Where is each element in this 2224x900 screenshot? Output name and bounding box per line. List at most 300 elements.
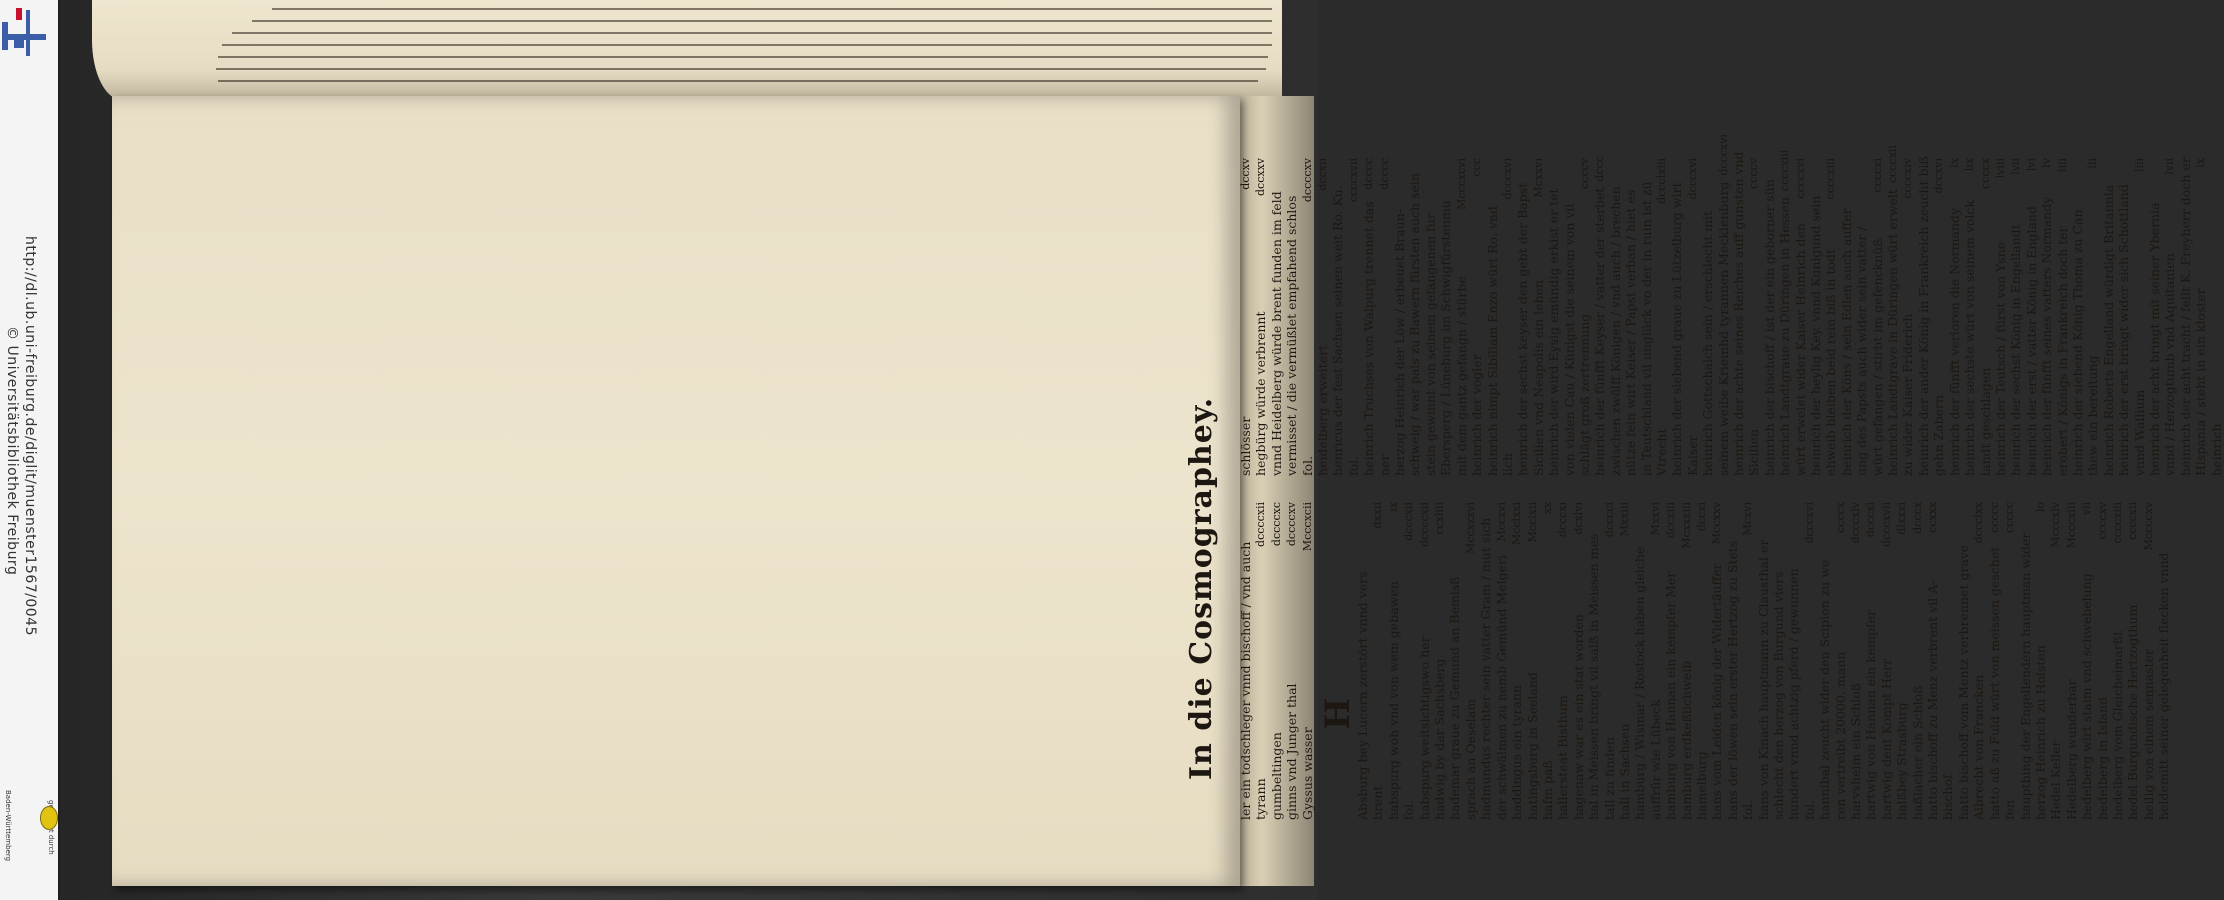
index-entry-text: hans von Kinach hauptmann zu Clausthal er xyxy=(1755,539,1771,820)
index-entry-text: lich xyxy=(1499,452,1515,476)
index-entry-folio: ccccxi xyxy=(1870,158,1884,193)
index-entry-folio: dccxi xyxy=(1694,502,1708,532)
index-entry-text: heinrich der siebend König Thoma zu Can xyxy=(2069,209,2085,476)
index-entry-folio: ccccxii xyxy=(2126,502,2140,540)
index-entry xyxy=(2156,502,2171,820)
index-entry xyxy=(1793,158,1808,476)
index-entry-folio: liii xyxy=(2055,158,2069,173)
index-entry-text: hatto bischoff vom Mentz verbrennet grave xyxy=(1955,544,1971,820)
index-entry xyxy=(1253,158,1268,476)
index-entry xyxy=(1916,158,1931,476)
permalink-url[interactable]: http://dl.ub.uni-freiburg.de/diglit/muenster1567/0045 xyxy=(22,236,38,636)
index-entry-text: hall in Sachsen xyxy=(1616,723,1632,820)
index-entry-folio: dcxlvi xyxy=(1571,502,1585,535)
index-entry-folio: dcccci xyxy=(1602,502,1616,538)
index-entry-folio: lviii xyxy=(1993,158,2007,179)
index-entry xyxy=(1740,502,1755,820)
index-entry-text: heinrich der fünfft seines vatters Normandy xyxy=(2039,196,2055,476)
index-entry-text: schweig / war pals zu Bawern fürsten auch sein xyxy=(1407,173,1423,476)
index-entry-text: hadmundus rechter sein vatter Gram / mut sich xyxy=(1478,517,1494,820)
index-entry-text: heinrich Landtgrave in Düringen würt erwelt xyxy=(1885,189,1901,476)
index-entry xyxy=(2132,158,2147,476)
index-entry-folio: Mcccxcii xyxy=(1300,502,1314,552)
index-entry xyxy=(2079,502,2094,820)
index-entry xyxy=(1962,158,1977,476)
index-entry-text: Sicilien xyxy=(1746,428,1762,476)
index-entry xyxy=(1300,502,1315,820)
index-entry-text: gumbeltingen xyxy=(1268,732,1284,820)
index-entry-text: hatto bischoff zu Menz verbrent vil A- xyxy=(1925,580,1941,820)
index-entry-folio: Mcclxxi xyxy=(1510,502,1524,546)
index-column-left xyxy=(1238,502,2224,820)
index-entry-text: heinrich der fünfft Keyser / vatter der sterbet xyxy=(1592,187,1608,476)
index-entry-text: fol. xyxy=(1345,455,1361,476)
index-entry xyxy=(1509,502,1524,820)
index-entry-folio: lvii xyxy=(2163,158,2177,175)
index-entry-text: tyrann xyxy=(1253,778,1269,820)
index-entry-folio: lii xyxy=(2086,158,2100,169)
index-entry xyxy=(1870,158,1885,476)
index-column-right xyxy=(1238,134,2224,476)
index-entry xyxy=(1438,158,1453,476)
index-entry xyxy=(1623,158,1638,476)
logo-bar xyxy=(26,10,30,56)
index-entry-text: Sicilien vnd Neapolis ein lehen xyxy=(1530,279,1546,476)
printed-index-page xyxy=(1180,134,2224,820)
print-line xyxy=(252,20,1272,22)
index-entry-text: Hedelberg wunderbar xyxy=(2063,679,2079,820)
index-entry-folio: ccccxiv xyxy=(1901,158,1915,199)
index-entry-text: heinrich der sechste würt von seinem volck xyxy=(1962,199,1978,476)
index-entry-text: heinrich der bischoff / ist der ein geborner sün xyxy=(1761,179,1777,476)
index-entry-text: heinrich der sechst keyser den gebt der Bapst xyxy=(1515,182,1531,476)
index-entry-text: zwischen zwölff Königen / vnd auch / brechen xyxy=(1607,186,1623,476)
page-heading: In die Cosmographey. xyxy=(1184,396,1219,780)
index-entry-text: tall zu finden xyxy=(1601,737,1617,820)
index-entry-text: hadwig by dar Sachsberg xyxy=(1432,658,1448,820)
index-entry-text: haddingus ein tyrann xyxy=(1509,684,1525,820)
index-entry-text: ehweib bleiben beid rein biß in todt xyxy=(1823,248,1839,476)
index-entry xyxy=(1777,149,1793,476)
index-entry-folio: dcccxlv xyxy=(1849,502,1863,544)
index-entry xyxy=(1709,502,1724,820)
index-entry-folio: dccccxii xyxy=(1417,502,1431,547)
index-entry-text: Gyssus wasser xyxy=(1299,727,1315,820)
index-entry-text: auffrür wie Lübeck xyxy=(1647,699,1663,820)
index-entry-text: fol. xyxy=(1740,799,1756,820)
index-entry-text: Ebersperg / Lüneburg im Schwigfürstenmu xyxy=(1438,200,1454,476)
index-entry-folio: Mcxvi xyxy=(1741,502,1755,536)
index-entry xyxy=(1839,158,1854,476)
index-entry xyxy=(1525,502,1540,820)
index-entry xyxy=(1478,502,1493,820)
index-entry xyxy=(2048,502,2063,820)
index-entry-folio: lvi xyxy=(2024,158,2038,172)
index-entry xyxy=(1463,502,1478,820)
index-entry-text: gehn Zabern xyxy=(1931,394,1947,476)
index-entry-text: vermisset / die vermüßlet empfahend schlos xyxy=(1284,195,1300,476)
index-entry xyxy=(1346,158,1361,476)
index-entry-text: seinem weibe Kriemhd tyrannen Mecklenburg xyxy=(1715,181,1731,476)
index-entry xyxy=(1469,158,1484,476)
index-entry xyxy=(1978,158,1993,476)
index-entry-folio: dxxii xyxy=(1371,502,1385,529)
index-entry-folio: Mccxxv xyxy=(1710,502,1724,545)
index-entry xyxy=(1993,158,2008,476)
index-entry-text: zu wider Kaiser Friderich xyxy=(1900,313,1916,476)
index-entry xyxy=(1786,502,1801,820)
index-entry-folio: ccccx xyxy=(1978,158,1992,189)
index-entry-folio: dcccx xyxy=(1910,502,1924,534)
index-entry-text: hademar graue zu Gemund an Bemisß xyxy=(1447,576,1463,820)
index-entry xyxy=(2193,158,2208,476)
index-entry xyxy=(1746,158,1761,476)
index-entry-folio: dccc xyxy=(1593,156,1607,182)
index-entry xyxy=(1931,158,1946,476)
index-entry-text: heinrich der ander König in Frankreich zeucht biß xyxy=(1915,156,1931,476)
index-entry xyxy=(1447,502,1462,820)
index-entry xyxy=(1269,502,1284,820)
index-entry-text: schlägt groß zertrennung xyxy=(1576,313,1592,476)
index-entry-folio: lvii xyxy=(2009,158,2023,175)
index-entry-folio: lx xyxy=(1947,158,1961,168)
index-entry xyxy=(1971,502,1986,820)
logo-bar-accent xyxy=(16,8,22,20)
index-entry-folio: xx xyxy=(1540,502,1554,515)
index-entry xyxy=(2033,502,2048,820)
index-entry-text: heinrich Truchses von Walpurg trennet das xyxy=(1361,201,1377,476)
index-entry xyxy=(1925,502,1940,820)
index-entry xyxy=(1956,502,1971,820)
index-entry-text: vnnd / Herzogtumb vnd Aquitanien xyxy=(2162,253,2178,476)
index-entry xyxy=(1540,502,1555,820)
index-entry xyxy=(1386,502,1401,820)
index-entry xyxy=(2125,502,2140,820)
index-entry-folio: ccccc xyxy=(1987,502,2001,533)
index-entry-text: hedelberg in Island xyxy=(2094,696,2110,820)
index-entry xyxy=(1485,158,1500,476)
index-entry-folio: ccxliii xyxy=(1433,502,1447,535)
index-entry xyxy=(1894,502,1909,820)
index-entry-folio: dccxxv xyxy=(1254,158,1268,196)
index-entry xyxy=(1639,158,1654,476)
index-entry-folio: vii xyxy=(2080,502,2094,516)
index-entry xyxy=(2110,502,2125,820)
index-entry xyxy=(1586,502,1601,820)
index-entry-folio: dlxxxi xyxy=(1895,502,1909,535)
index-entry xyxy=(1577,158,1592,476)
index-entry-text: ren vertreibt 20000. mann xyxy=(1832,651,1848,820)
index-entry xyxy=(1370,502,1385,820)
index-entry xyxy=(1417,502,1432,820)
index-entry-folio: Mccccxv xyxy=(2141,502,2155,551)
index-entry-text: heinrich der siebend graue zu Lützelburg wirt xyxy=(1669,182,1685,476)
index-entry-text: herzog Heinrich der Löw / erbeuet Braun- xyxy=(1392,208,1408,476)
index-entry-text: hundert vnnd achtzig pferd / gewunnen xyxy=(1786,568,1802,820)
print-line xyxy=(218,56,1268,58)
index-entry-folio: ccccv xyxy=(1747,158,1761,189)
index-entry-folio: dccccxc xyxy=(1269,502,1283,547)
index-entry-text: heinrich der erst bringt wider sich Schottland xyxy=(2116,184,2132,476)
index-entry-text: hallersteat Bisthum xyxy=(1555,695,1571,820)
index-entry xyxy=(1284,502,1299,820)
index-entry xyxy=(2116,158,2131,476)
index-entry-text: hamburg von Hannan ein kempfer Mer xyxy=(1663,571,1679,820)
index-entry xyxy=(1608,158,1623,476)
index-entry-text: Albrecht von Francken xyxy=(1971,674,1987,820)
index-entry-text: vnnd Wallium xyxy=(2131,389,2147,476)
index-entry xyxy=(1725,502,1740,820)
index-entry xyxy=(1377,158,1392,476)
index-entry xyxy=(1355,502,1370,820)
index-entry xyxy=(1401,502,1416,820)
index-entry xyxy=(1269,158,1284,476)
index-entry xyxy=(1253,502,1268,820)
index-entry xyxy=(1879,502,1894,820)
index-entry-text: hafm paß xyxy=(1539,760,1555,820)
index-entry-text: henricus der fest Sachsen seinen weit Ro. Ku. xyxy=(1330,185,1346,476)
index-entry xyxy=(2209,158,2224,476)
index-entry-folio: lo xyxy=(2033,502,2047,513)
index-entry xyxy=(1802,502,1817,820)
index-entry-text: hauptbing der Engellendern hauptman wider xyxy=(2017,532,2033,820)
index-entry-text: hamburg / Wismar / Rostock haben gleiche xyxy=(1632,546,1648,820)
index-entry-text: herzog Heinrich zu Holsten xyxy=(2032,645,2048,820)
index-entry xyxy=(1947,158,1962,476)
index-entry-text: erobert / Königs in Frankreich doch ter xyxy=(2054,226,2070,476)
index-entry xyxy=(1632,502,1647,820)
print-line xyxy=(218,80,1258,82)
index-entry-text: fol. xyxy=(1401,799,1417,820)
index-entry xyxy=(1833,502,1848,820)
index-entry-text: bischof xyxy=(1940,774,1956,820)
index-entry xyxy=(1494,502,1509,820)
index-entry xyxy=(1571,502,1586,820)
previous-page-fold xyxy=(92,0,1282,100)
index-entry-folio: Mcxxvi xyxy=(1531,158,1545,198)
index-entry-text: heinrich Landtgraue zu Düringen in Hessen xyxy=(1777,197,1793,476)
index-entry-folio: ccccv xyxy=(1577,158,1591,189)
index-entry-text: hannibal zeucht wider den Scipion zu we xyxy=(1817,559,1833,820)
index-entry xyxy=(1407,158,1422,476)
index-entry-folio: dcccxvi xyxy=(1716,134,1730,176)
index-entry-folio: ccccc xyxy=(2003,502,2017,533)
index-entry xyxy=(1910,502,1925,820)
index-entry-folio: dcccxii xyxy=(1402,502,1416,541)
index-entry xyxy=(2055,158,2070,476)
index-entry-text: schlecht den herzog von Burgund viers xyxy=(1771,571,1786,820)
index-entry-text: hedelberg wirt staim vnd schwebelung xyxy=(2079,573,2095,820)
index-entry-text: hatto aß zu Fuld würt von meissen geschet xyxy=(1986,546,2002,820)
index-entry-folio: ccccxiii xyxy=(1778,149,1792,192)
index-entry xyxy=(1648,502,1663,820)
index-entry-text: hal in Meissen bringt vil salß in Meissen mes xyxy=(1586,533,1602,820)
index-entry-text: ler ein todschleger vnnd bischoff / vnd auch xyxy=(1238,541,1253,820)
funder-region: Baden-Württemberg xyxy=(4,790,12,862)
index-entry-text: heinrich der vogler xyxy=(1469,354,1485,476)
index-entry xyxy=(1562,158,1577,476)
funder-logo xyxy=(40,806,58,830)
index-entry-folio: dccccxv xyxy=(1285,502,1299,547)
index-entry xyxy=(2147,158,2162,476)
index-entry xyxy=(1654,158,1669,476)
index-entry xyxy=(1823,158,1838,476)
logo-bar xyxy=(14,40,24,48)
index-entry-text: heldemitt seiner gelegenheit flecken vnnd xyxy=(2156,552,2172,820)
index-entry-text: haßlacher ein Schloß xyxy=(1909,685,1925,820)
index-entry-folio: dcccc xyxy=(1377,158,1391,190)
index-entry xyxy=(1885,145,1901,476)
index-entry-text: schlösser xyxy=(1238,416,1253,476)
index-entry-text: von vielen Cau / Künigst die seinem von vil xyxy=(1561,203,1577,476)
index-entry-folio: ccccxii xyxy=(1886,145,1900,184)
index-entry xyxy=(1863,502,1878,820)
print-line xyxy=(222,44,1272,46)
index-entry-text: ung des Papsts auch wider sein vatter / xyxy=(1854,226,1870,476)
index-entry-folio: ccccxv xyxy=(2095,502,2109,540)
index-entry-text: hamburg erdkeßlichweib xyxy=(1678,660,1694,820)
index-entry-text: hans der löwen sein erster Hertzog zu Stets xyxy=(1724,540,1740,820)
index-entry-text: heinrich der fünfft verloren die Normandy xyxy=(1946,207,1962,476)
index-entry xyxy=(2002,502,2017,820)
index-entry-text: hartwig von Hannan ein kempfer xyxy=(1863,610,1879,820)
index-entry xyxy=(1361,158,1376,476)
index-entry-folio: ccccxiii xyxy=(1824,158,1838,200)
index-entry-text: habspurg weitsichtigswo her xyxy=(1416,636,1432,820)
index-entry-text: ner xyxy=(1376,454,1392,476)
index-entry xyxy=(1531,158,1546,476)
index-entry xyxy=(2085,158,2100,476)
index-entry xyxy=(1546,158,1561,476)
index-entry-folio: lx xyxy=(2194,158,2208,168)
index-entry xyxy=(1685,158,1700,476)
index-entry xyxy=(1423,158,1438,476)
index-entry xyxy=(1762,158,1777,476)
index-entry xyxy=(1602,502,1617,820)
index-entry-text: heinrich nimpt Sibiliam Enzo würt Ro. vnd xyxy=(1484,206,1500,476)
index-entry xyxy=(1284,158,1299,476)
index-entry-text: hans vom Leiden könig der Widertäuffer xyxy=(1709,563,1725,820)
index-entry xyxy=(1454,158,1469,476)
index-entry-folio: dcccxvi xyxy=(1500,158,1514,200)
copyright-notice: © Universitätsbibliothek Freiburg xyxy=(4,326,20,576)
index-entry-folio: dccccxii xyxy=(1254,502,1268,547)
index-entry-text: heinrich der Köns / sein Edlen auch auffer xyxy=(1838,208,1854,476)
index-entry-folio: lix xyxy=(1963,158,1977,172)
index-entry-text: hatingsburg in Seeland xyxy=(1524,672,1540,820)
index-entry-folio: liii xyxy=(2132,158,2146,173)
index-entry-text: würt erwelet wider Kaiser Heinrich den xyxy=(1792,223,1808,476)
index-entry xyxy=(2178,158,2193,476)
index-entry-text: in Teutschland vil unglück vo der in ruin ist zü xyxy=(1638,181,1654,476)
index-entry-folio: Mcccxlv xyxy=(2049,502,2063,548)
index-entry xyxy=(1555,502,1570,820)
index-entry xyxy=(1756,502,1771,820)
index-entry-text: heinrich der erst / vatter König in England xyxy=(2023,206,2039,476)
index-entry xyxy=(1731,151,1746,476)
index-entry xyxy=(1238,158,1253,476)
index-entry xyxy=(2070,158,2085,476)
index-entry xyxy=(2039,158,2054,476)
index-entry-text: heinrich der achte seines Reiches auff gunsten vnd xyxy=(1731,151,1746,476)
index-entry-text: vnnd Heidelberg würde brent funden im feld xyxy=(1268,191,1284,476)
index-entry-text: heinrich der sechst König in Engellandt xyxy=(2008,224,2024,476)
index-entry-text: Hispania / steht in ein kloster xyxy=(2193,288,2209,476)
index-entry-text: heinrich der acht tracht / fellt K. Freyherr doch er xyxy=(2177,157,2193,476)
index-entry xyxy=(1315,158,1330,476)
index-entry-text: nütze fein wirt Keiser / Papst verban / hiet es xyxy=(1623,189,1639,476)
index-entry xyxy=(1238,502,1253,820)
index-entry-text: heinrich Gottschalch sein / erschlecht mit xyxy=(1700,210,1716,476)
index-entry-folio: Mccxvi xyxy=(1494,502,1508,542)
index-entry xyxy=(1500,158,1515,476)
index-entry-text: hedelberg vom Gleicheimarßt xyxy=(2109,630,2125,820)
index-entry-text: fol. xyxy=(1801,799,1817,820)
index-entry xyxy=(1679,502,1694,820)
index-entry-folio: dccccxv xyxy=(1300,158,1314,203)
logo-bar xyxy=(2,22,8,50)
index-entry-folio: dccxvi xyxy=(1932,158,1946,194)
index-entry-text: stein gewinnt von seinem gefangenen fur xyxy=(1422,213,1438,476)
index-entry-folio: dccclxx xyxy=(1972,502,1986,544)
index-entry-text: hagenaw war es ein stat worden xyxy=(1570,614,1586,820)
index-entry-text: Hedel Keller xyxy=(2048,740,2064,820)
index-entry xyxy=(1392,158,1407,476)
index-entry xyxy=(1817,502,1832,820)
index-entry-folio: Mcxxxiii xyxy=(1679,502,1693,549)
index-entry-text: thew ein bereitung xyxy=(2085,355,2101,476)
index-entry-text: heinrich Roberts Engelland würdigt Britannia xyxy=(2100,184,2116,476)
index-entry-folio: dcccxi xyxy=(1556,502,1570,538)
index-entry xyxy=(1300,158,1315,476)
index-entry xyxy=(1940,502,1955,820)
index-entry-folio: Mccxxxvi xyxy=(1463,502,1477,554)
index-entry-text: heinrich der heylig Key. vnnd Kunigund sein xyxy=(1808,195,1824,476)
index-entry-text: Vtrecht xyxy=(1653,428,1669,476)
index-entry xyxy=(2095,502,2110,820)
index-entry-text: Absburg bey Lucern zerstört vnnd vers xyxy=(1355,571,1371,820)
index-entry-text: landt geschlagen xyxy=(1977,367,1993,476)
index-entry xyxy=(1715,134,1731,476)
index-entry-folio: ccc xyxy=(1470,158,1484,177)
index-entry-folio: ccccx xyxy=(1833,502,1847,533)
index-entry-folio: Mxxiii xyxy=(1617,502,1631,537)
book-page xyxy=(112,96,1240,886)
index-entry xyxy=(2018,502,2033,820)
index-entry xyxy=(2141,502,2156,820)
index-entry-folio: ix xyxy=(1386,502,1400,512)
index-entry-folio: dcccxl xyxy=(1864,502,1878,538)
index-entry-folio: dcccxvii xyxy=(1879,502,1893,547)
index-entry-folio: dccxii xyxy=(1316,158,1330,191)
viewer-sidebar xyxy=(0,0,58,900)
logo-bar xyxy=(2,34,46,40)
index-entry xyxy=(1700,158,1715,476)
index-entry xyxy=(1854,158,1869,476)
index-entry xyxy=(1808,158,1823,476)
index-entry-text: fol. xyxy=(1299,455,1315,476)
section-letter: H xyxy=(1318,697,1359,730)
index-entry xyxy=(2024,158,2039,476)
index-entry-text: heidelberg erweitert xyxy=(1315,344,1331,476)
index-entry-text: sprach an Oeselam xyxy=(1462,698,1478,820)
index-entry xyxy=(1900,158,1915,476)
index-entry-folio: dcccc xyxy=(1362,158,1376,190)
index-entry xyxy=(1848,502,1863,820)
index-entry xyxy=(1515,158,1530,476)
print-line xyxy=(232,32,1272,34)
index-entry-text: heilig von einem sennaster xyxy=(2140,649,2156,820)
